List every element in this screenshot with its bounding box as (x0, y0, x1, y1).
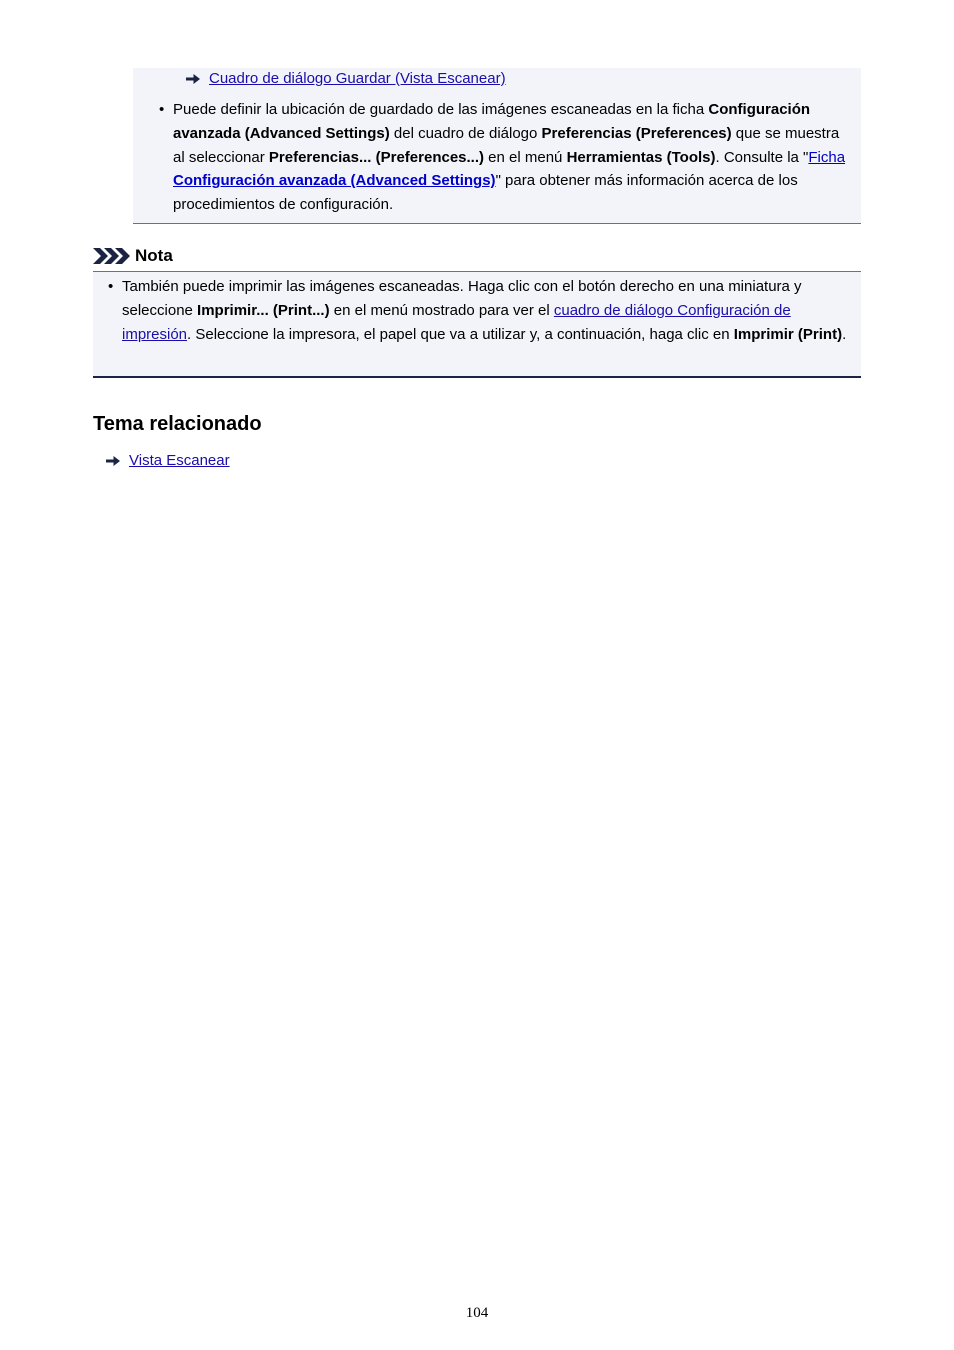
scan-view-link[interactable]: Vista Escanear (129, 452, 230, 469)
text: . Seleccione la impresora, el papel que va a utilizar y, a continuación, haga clic en (187, 325, 734, 343)
arrow-right-icon (185, 73, 201, 85)
save-dialog-link-row (185, 69, 506, 89)
triple-chevron-note-icon (93, 246, 131, 266)
page-number: 104 (465, 1305, 489, 1321)
text: También puede imprimir las imágenes escaneadas. Haga clic con el botón derecho en una miniatura y seleccione (122, 278, 802, 319)
text: Puede definir la ubicación de guardado de las imágenes escaneadas en la ficha (173, 101, 709, 118)
ui-term: Preferencias... (Preferences...) (268, 148, 485, 166)
related-link-row (105, 451, 230, 471)
save-dialog-link[interactable]: Cuadro de diálogo Guardar (Vista Escanear) (209, 70, 506, 87)
bullet-dot: • (108, 278, 114, 295)
top-bullet-list (159, 98, 849, 217)
ui-term: Imprimir (Print) (733, 325, 843, 343)
ui-term: Herramientas (Tools) (566, 148, 716, 166)
note-bullet-list (108, 275, 850, 346)
text: " para obtener más información acerca de los procedimientos de configuración. (173, 172, 798, 214)
print-settings-dialog-link[interactable]: cuadro de diálogo Configuración de impresión (122, 301, 791, 343)
text: en el menú mostrado para ver el (329, 301, 554, 319)
arrow-right-icon (105, 455, 121, 467)
list-item (159, 98, 849, 217)
note-header (93, 244, 173, 268)
text: que se muestra al seleccionar (173, 124, 840, 166)
ui-term: Configuración avanzada (Advanced Settings) (173, 101, 811, 142)
text: del cuadro de diálogo (389, 124, 542, 142)
link-text: Ficha (808, 148, 846, 166)
link-text-bold: Configuración avanzada (Advanced Settings) (173, 172, 496, 190)
top-info-box (133, 68, 861, 224)
text: . (842, 325, 847, 343)
related-topic-heading: Tema relacionado (93, 413, 262, 435)
ui-term: Preferencias (Preferences) (541, 124, 732, 142)
text: . Consulte la " (715, 148, 809, 166)
text: en el menú (484, 148, 567, 166)
note-title: Nota (135, 246, 173, 265)
ui-term: Imprimir... (Print...) (197, 301, 330, 319)
bullet-dot: • (159, 101, 165, 118)
list-item (108, 275, 850, 346)
note-box (93, 271, 861, 378)
